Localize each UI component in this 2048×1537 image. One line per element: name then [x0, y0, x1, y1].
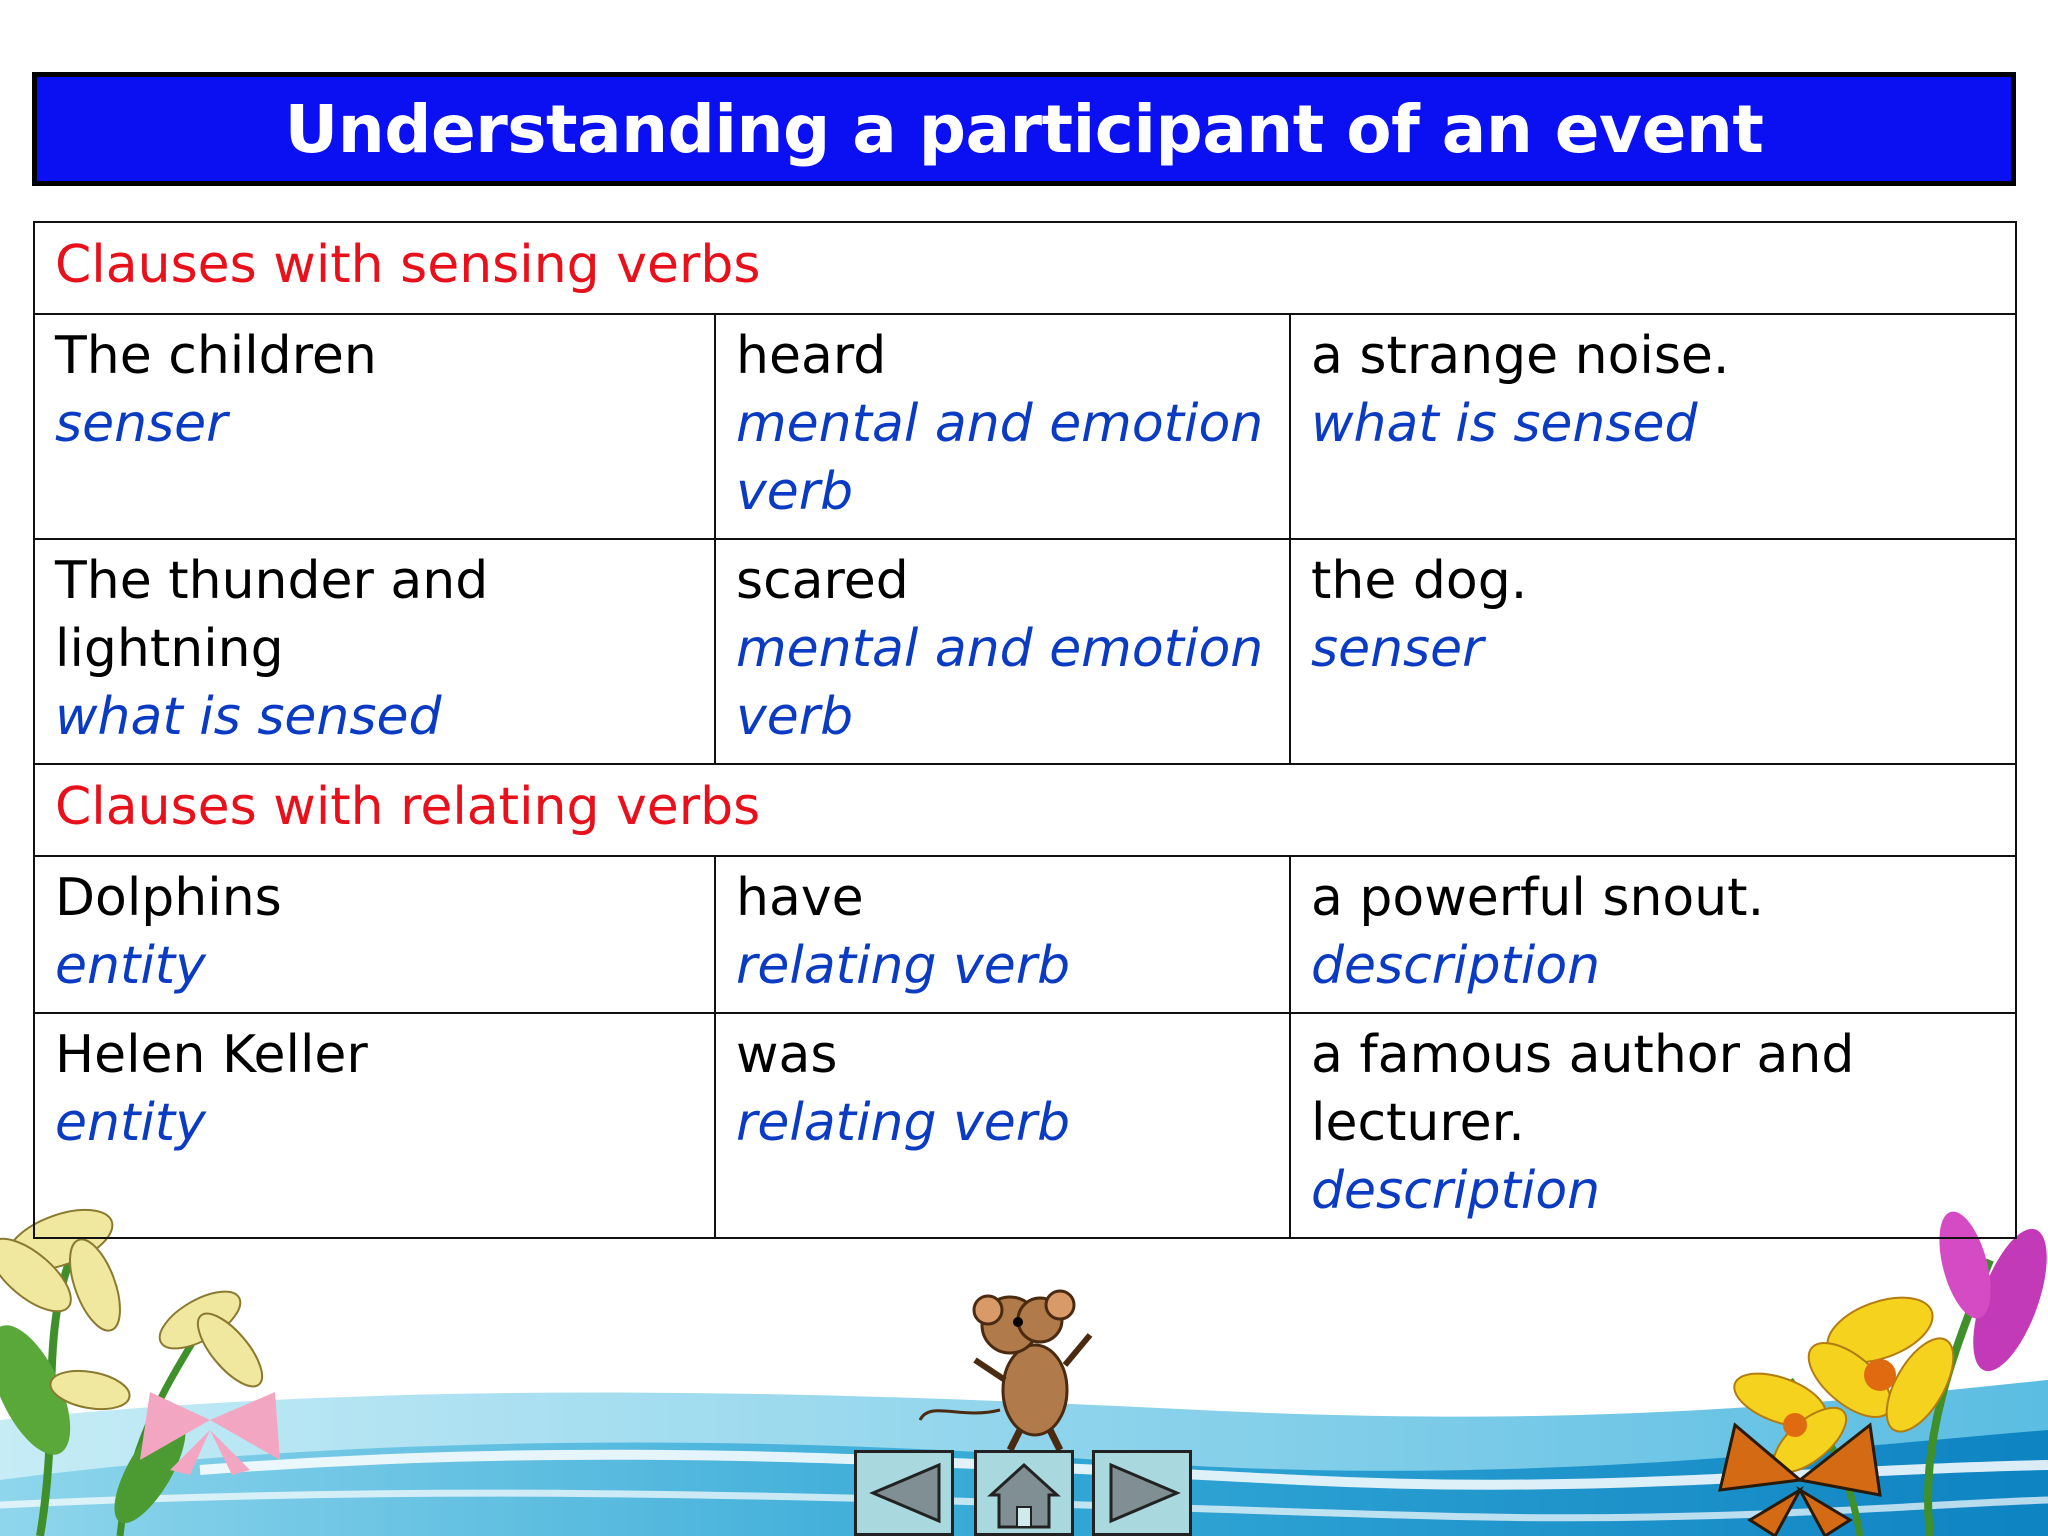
participant-cell	[1290, 856, 2016, 1013]
role-label: relating verb	[736, 936, 1071, 996]
clause-text: The thunder and lightning	[55, 551, 489, 679]
role-label: entity	[55, 936, 206, 996]
home-icon	[977, 1453, 1071, 1533]
verb-cell	[715, 314, 1290, 539]
verb-cell	[715, 1013, 1290, 1238]
section-heading: Clauses with relating verbs	[34, 764, 2016, 856]
table-row	[34, 1013, 2016, 1238]
clause-text: was	[736, 1025, 838, 1085]
previous-slide-button[interactable]	[854, 1450, 954, 1536]
role-label: relating verb	[736, 1093, 1071, 1153]
role-label: entity	[55, 1093, 206, 1153]
section-heading-row	[34, 222, 2016, 314]
participant-table	[33, 221, 2017, 1239]
triangle-right-icon	[1095, 1453, 1189, 1533]
title-bar	[32, 72, 2016, 186]
triangle-left-icon	[857, 1453, 951, 1533]
role-label: description	[1311, 936, 1601, 996]
clause-text: Dolphins	[55, 868, 282, 928]
table-row	[34, 314, 2016, 539]
role-label: what is sensed	[55, 687, 442, 747]
clause-text: have	[736, 868, 864, 928]
participant-cell	[1290, 539, 2016, 764]
role-label: mental and emotion verb	[736, 394, 1264, 522]
role-label: senser	[55, 394, 228, 454]
clause-text: a powerful snout.	[1311, 868, 1765, 928]
clause-text: heard	[736, 326, 887, 386]
section-heading: Clauses with sensing verbs	[34, 222, 2016, 314]
role-label: what is sensed	[1311, 394, 1698, 454]
clause-text: scared	[736, 551, 909, 611]
participant-cell	[34, 314, 715, 539]
participant-cell	[1290, 1013, 2016, 1238]
verb-cell	[715, 856, 1290, 1013]
home-button[interactable]	[974, 1450, 1074, 1536]
table-row	[34, 856, 2016, 1013]
next-slide-button[interactable]	[1092, 1450, 1192, 1536]
role-label: senser	[1311, 619, 1484, 679]
role-label: description	[1311, 1161, 1601, 1221]
participant-cell	[34, 1013, 715, 1238]
participant-cell	[1290, 314, 2016, 539]
clause-text: The children	[55, 326, 377, 386]
table-row	[34, 539, 2016, 764]
clause-text: Helen Keller	[55, 1025, 368, 1085]
clause-text: a famous author and lecturer.	[1311, 1025, 1855, 1153]
role-label: mental and emotion verb	[736, 619, 1264, 747]
page-title: Understanding a participant of an event	[284, 90, 1764, 168]
participant-cell	[34, 539, 715, 764]
clause-text: a strange noise.	[1311, 326, 1730, 386]
verb-cell	[715, 539, 1290, 764]
participant-cell	[34, 856, 715, 1013]
section-heading-row	[34, 764, 2016, 856]
clause-text: the dog.	[1311, 551, 1528, 611]
